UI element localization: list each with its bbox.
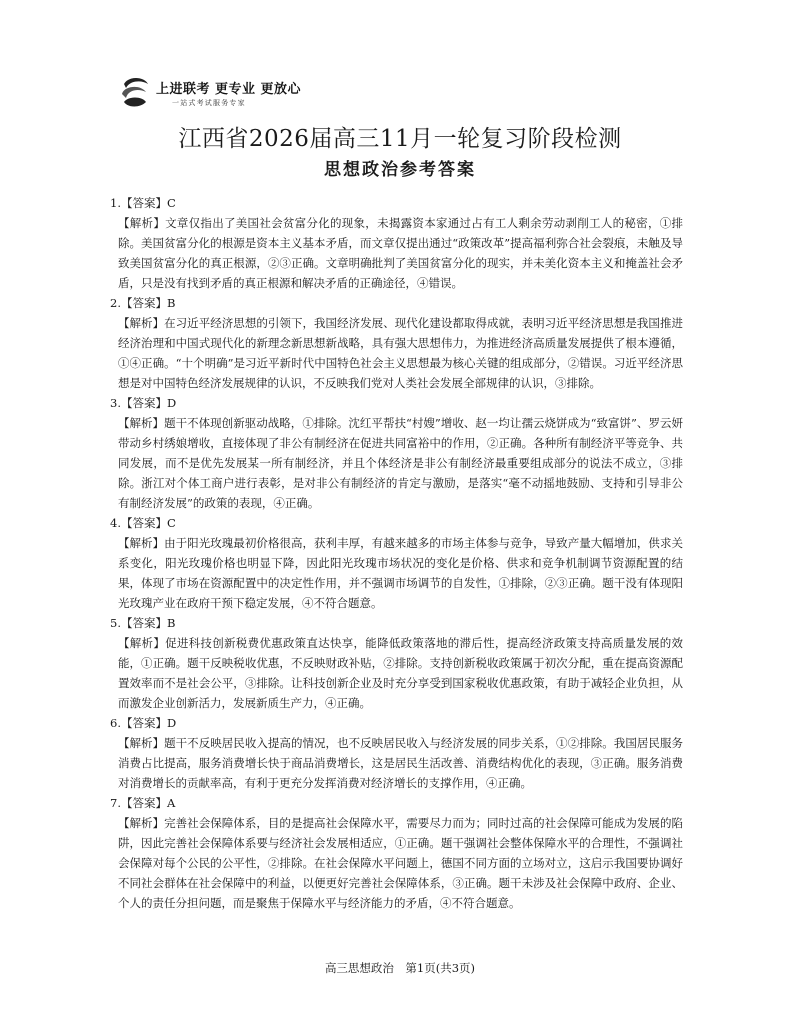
logo-tagline: 一站式考试服务专家 [172,99,246,107]
answer-line: 2.【答案】B [110,296,176,310]
page-title: 江西省2026届高三11月一轮复习阶段检测 [178,126,622,152]
analysis-text: 【解析】由于阳光玫瑰最初价格很高，获利丰厚，有越来越多的市场主体参与竞争，导致产量大幅增加，供求关系变化，阳光玫瑰价格也明显下降，因此阳光玫瑰市场状况的变化是价格、供求和竞争机制调节资源配置的结果，体现了市场在资源配置中的决定性作用，并不强调市场调节的自发性，①排除，②③正确。题干没有体现阳光玫瑰产业在政府干预下稳定发展，④不符合题意。 [118,536,683,610]
answer-item [110,793,683,913]
page-footer: 高三思想政治 第1页(共3页) [324,961,476,975]
answer-item [110,713,683,793]
answer-line: 6.【答案】D [110,716,177,730]
answer-line: 1.【答案】C [110,196,176,210]
answer-item [110,193,683,293]
logo-slogan: 上进联考 更专业 更放心 [156,82,302,97]
analysis-text: 【解析】题干不反映居民收入提高的情况，也不反映居民收入与经济发展的同步关系，①②排除。我国居民服务消费占比提高，服务消费增长快于商品消费增长，这是居民生活改善、消费结构优化的表现，③正确。服务消费对消费增长的贡献率高，有利于更充分发挥消费对经济增长的支撑作用，④正确。 [118,736,683,790]
answer-item [110,393,683,513]
analysis-text: 【解析】题干不体现创新驱动战略，①排除。沈红平帮扶“村嫂”增收、赵一均让孺云烧饼成为“致富饼”、罗云妍带动乡村绣娘增收，直接体现了非公有制经济在促进共同富裕中的作用，②正确。各种所有制经济平等竞争、共同发展，而不是优先发展某一所有制经济，并且个体经济是非公有制经济最重要组成部分的说法不成立，③排除。浙江对个体工商户进行表彰，是对非公有制经济的肯定与激励，是落实“毫不动摇地鼓励、支持和引导非公有制经济发展”的政策的表现，④正确。 [118,416,683,510]
page-subtitle: 思想政治参考答案 [324,160,476,180]
answer-item [110,513,683,613]
answer-item [110,613,683,713]
swirl-logo-icon [118,74,152,110]
publisher-logo [118,72,318,116]
answer-line: 5.【答案】B [110,616,176,630]
analysis-text: 【解析】在习近平经济思想的引领下，我国经济发展、现代化建设都取得成就，表明习近平经济思想是我国推进经济治理和中国式现代化的新理念新思想新战略，具有强大思想伟力，为推进经济高质量发展提供了根本遵循，①④正确。“十个明确”是习近平新时代中国特色社会主义思想最为核心关键的组成部分，②错误。习近平经济思想是对中国特色经济发展规律的认识，不反映我们党对人类社会发展全部规律的认识，③排除。 [118,316,683,390]
answer-item [110,293,683,393]
analysis-text: 【解析】完善社会保障体系，目的是提高社会保障水平，需要尽力而为；同时过高的社会保障可能成为发展的陷阱，因此完善社会保障体系要与经济社会发展相适应，①正确。题干强调社会整体保障水平的合理性，不强调社会保障对每个公民的公平性，②排除。在社会保障水平问题上，德国不同方面的立场对立，这启示我国要协调好不同社会群体在社会保障中的利益，以便更好完善社会保障体系，③正确。题干未涉及社会保障中政府、企业、个人的责任分担问题，而是聚焦于保障水平与经济能力的矛盾，④不符合题意。 [118,816,683,910]
analysis-text: 【解析】文章仅指出了美国社会贫富分化的现象，未揭露资本家通过占有工人剩余劳动剥削工人的秘密，①排除。美国贫富分化的根源是资本主义基本矛盾，而文章仅提出通过“政策改革”提高福利弥合社会裂痕，未触及导致美国贫富分化的真正根源，②③正确。文章明确批判了美国贫富分化的现实，并未美化资本主义和掩盖社会矛盾，只是没有找到矛盾的真正根源和解决矛盾的正确途径，④错误。 [118,216,683,290]
answer-line: 4.【答案】C [110,516,176,530]
answer-line: 7.【答案】A [110,796,176,810]
answer-list [110,193,683,913]
analysis-text: 【解析】促进科技创新税费优惠政策直达快享，能降低政策落地的滞后性，提高经济政策支持高质量发展的效能，①正确。题干反映税收优惠，不反映财政补贴，②排除。支持创新税收政策属于初次分配，重在提高资源配置效率而不是社会公平，③排除。让科技创新企业及时充分享受到国家税收优惠政策，有助于减轻企业负担，从而激发企业创新活力，发展新质生产力，④正确。 [118,636,683,710]
answer-line: 3.【答案】D [110,396,177,410]
